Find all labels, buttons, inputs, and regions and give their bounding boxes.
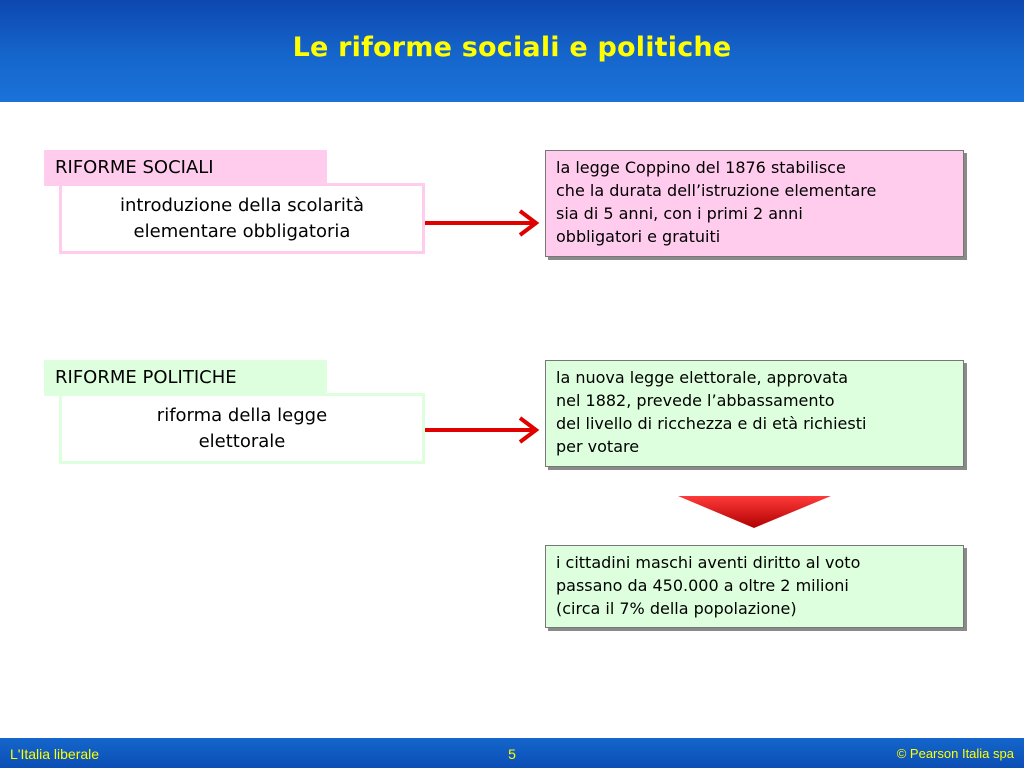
info-line: (circa il 7% della popolazione) — [556, 599, 797, 618]
down-triangle-icon — [678, 495, 832, 531]
right-arrow-icon — [424, 206, 542, 240]
info-line: del livello di ricchezza e di età richiesti — [556, 414, 867, 433]
info-line: passano da 450.000 a oltre 2 milioni — [556, 576, 849, 595]
political-reform-box — [59, 393, 425, 464]
social-reforms-tag: RIFORME SOCIALI — [44, 150, 327, 186]
footer-copyright: © Pearson Italia spa — [896, 746, 1014, 761]
voters-result-box — [545, 545, 964, 628]
social-reform-box — [59, 183, 425, 254]
info-line: la nuova legge elettorale, approvata — [556, 368, 849, 387]
header-bar — [0, 0, 1024, 102]
info-line: la legge Coppino del 1876 stabilisce — [556, 158, 846, 177]
right-arrow-icon — [424, 413, 542, 447]
page-number: 5 — [508, 746, 516, 762]
info-line: per votare — [556, 437, 640, 456]
info-line: i cittadini maschi aventi diritto al voto — [556, 553, 861, 572]
social-reform-line-1: introduzione della scolarità — [119, 194, 365, 216]
footer-bar — [0, 738, 1024, 768]
political-reform-line-2: elettorale — [198, 430, 286, 452]
footer-course-title: L'Italia liberale — [10, 746, 100, 762]
political-reform-line-1: riforma della legge — [156, 404, 328, 426]
info-line: obbligatori e gratuiti — [556, 227, 721, 246]
coppino-law-box — [545, 150, 964, 257]
slide-title: Le riforme sociali e politiche — [292, 32, 732, 63]
info-line: sia di 5 anni, con i primi 2 anni — [556, 204, 803, 223]
political-reforms-tag: RIFORME POLITICHE — [44, 360, 327, 396]
info-line: nel 1882, prevede l’abbassamento — [556, 391, 835, 410]
electoral-law-box — [545, 360, 964, 467]
info-line: che la durata dell’istruzione elementare — [556, 181, 877, 200]
social-reform-line-2: elementare obbligatoria — [133, 220, 351, 242]
